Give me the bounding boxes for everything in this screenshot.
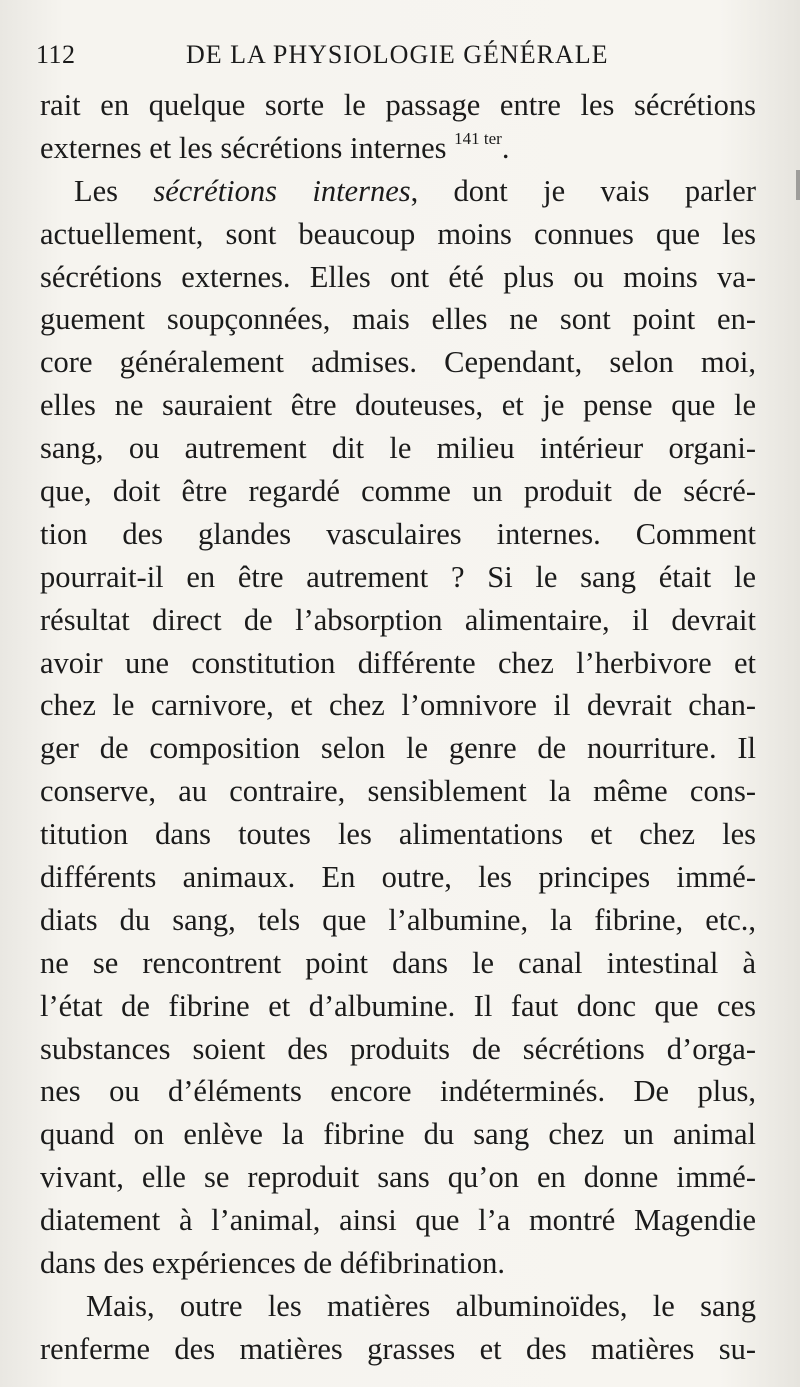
text-line: différents animaux. En outre, les principes immé- bbox=[40, 860, 756, 895]
text-line: actuellement, sont beaucoup moins connues que les bbox=[40, 216, 756, 251]
text-line: elles ne sauraient être douteuses, et je pense que le bbox=[40, 388, 756, 423]
text-fragment: Les bbox=[74, 173, 154, 208]
text-line: diats du sang, tels que l’albumine, la fibrine, etc., bbox=[40, 902, 756, 937]
text-line: titution dans toutes les alimentations et chez les bbox=[40, 817, 756, 852]
text-line: ger de composition selon le genre de nourriture. Il bbox=[40, 731, 756, 766]
text-line: diatement à l’animal, ainsi que l’a montré Magendie bbox=[40, 1203, 756, 1238]
running-head bbox=[36, 34, 762, 78]
text-line: l’état de fibrine et d’albumine. Il faut donc que ces bbox=[40, 988, 756, 1023]
text-line: guement soupçonnées, mais elles ne sont point en- bbox=[40, 302, 756, 337]
text-line: tion des glandes vasculaires internes. Comment bbox=[40, 516, 756, 551]
paragraph-start-line: Mais, outre les matières albuminoïdes, le sang bbox=[86, 1288, 756, 1323]
text-line: quand on enlève la fibrine du sang chez un animal bbox=[40, 1117, 756, 1152]
text-line: renferme des matières grasses et des matières su- bbox=[40, 1331, 756, 1366]
text-line bbox=[40, 127, 756, 170]
text-line: rait en quelque sorte le passage entre les sécrétions bbox=[40, 88, 756, 122]
text-line: sang, ou autrement dit le milieu intérieur organi- bbox=[40, 431, 756, 466]
text-fragment: . bbox=[501, 130, 510, 165]
text-line: dans des expériences de défibrination. bbox=[40, 1246, 505, 1281]
page-number: 112 bbox=[36, 40, 76, 69]
footnote-reference: 141 ter bbox=[454, 128, 502, 148]
text-fragment: externes et les sécrétions internes bbox=[40, 130, 455, 165]
text-line: core généralement admises. Cependant, selon moi, bbox=[40, 345, 756, 380]
text-line: sécrétions externes. Elles ont été plus ou moins va- bbox=[40, 259, 756, 294]
page-edge-mark bbox=[796, 170, 800, 200]
paragraph-start-line bbox=[40, 170, 756, 213]
text-line: pourrait-il en être autrement ? Si le sang était le bbox=[40, 559, 756, 594]
text-line: avoir une constitution différente chez l’herbivore et bbox=[40, 645, 756, 680]
text-line: ne se rencontrent point dans le canal intestinal à bbox=[40, 945, 756, 980]
text-fragment: , dont je vais parler bbox=[410, 173, 756, 208]
running-title: DE LA PHYSIOLOGIE GÉNÉRALE bbox=[186, 40, 609, 69]
text-line: nes ou d’éléments encore indéterminés. De plus, bbox=[40, 1074, 756, 1109]
text-line: substances soient des produits de sécrétions d’orga- bbox=[40, 1031, 756, 1066]
text-line: que, doit être regardé comme un produit de sécré- bbox=[40, 474, 756, 509]
text-line: résultat direct de l’absorption alimentaire, il devrait bbox=[40, 602, 756, 637]
body-text bbox=[40, 84, 756, 1371]
text-line: conserve, au contraire, sensiblement la même cons- bbox=[40, 774, 756, 809]
italic-term: sécrétions internes bbox=[153, 173, 411, 208]
text-line: vivant, elle se reproduit sans qu’on en donne immé- bbox=[40, 1160, 756, 1195]
text-line: chez le carnivore, et chez l’omnivore il devrait chan- bbox=[40, 688, 756, 723]
